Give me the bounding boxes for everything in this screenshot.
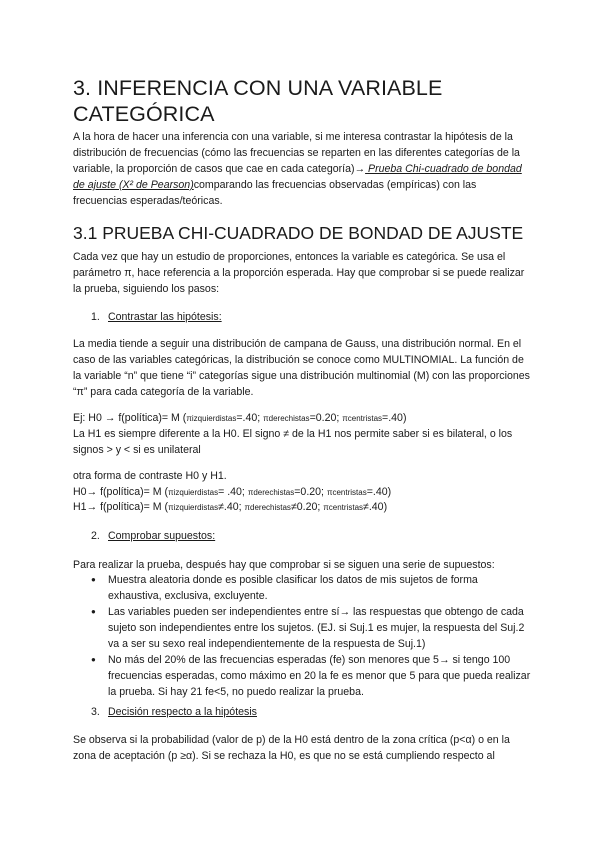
step-1-label: Contrastar las hipótesis: [108,311,222,323]
list-item: ● Muestra aleatoria donde es posible clasificar los datos de mis sujetos de forma exhaustiva, exclusiva, excluyente. [91,572,531,604]
step-1-text: La media tiende a seguir una distribución de campana de Gauss, una distribución normal. En el caso de las variables categóricas, la distribución se conoce como MULTINOMIAL. La función de la variable “n” que tiene “i” categorías sigue una distribución multinomial (M) con las proporciones “π” para cada categoría de la variable. [73,338,530,398]
h0-val-2: =0.20; [294,486,327,498]
assumptions-list [91,572,531,700]
step-2-intro: Para realizar la prueba, después hay que comprobar si se siguen una serie de supuestos: [73,559,495,571]
step-3-number: 3. [91,706,100,718]
page-title: 3. INFERENCIA CON UNA VARIABLE CATEGÓRICA [73,76,443,126]
step-2-number: 2. [91,530,100,542]
section-intro: Cada vez que hay un estudio de proporciones, entonces la variable es categórica. Se usa el parámetro π, hace referencia a la proporción esperada. Hay que comprobar si se puede realizar la prueba, siguiendo los pasos: [73,251,525,295]
h1-line [73,499,533,516]
section-title: 3.1 PRUEBA CHI-CUADRADO DE BONDAD DE AJUSTE [73,223,524,243]
chi-square-link[interactable]: Prueba Chi-cuadrado de bondad de ajuste (X² de Pearson) [73,163,522,191]
h0-sym-2: πderechistas [247,488,295,497]
step-2-label: Comprobar supuestos: [108,530,216,542]
list-item: ● No más del 20% de las frecuencias esperadas (fe) son menores que 5→ si tengo 100 frecuencias esperadas, como máximo en 20 la fe es menor que 5 para que pueda realizar la prueba. Si hay 21 fe<5, no puedo realizar la prueba. [91,652,531,700]
h1-val-1: ≠.40; [218,501,245,513]
intro-text-2: comparando las frecuencias observadas (empíricas) con las frecuencias esperadas/teóricas. [73,179,477,207]
step-3-label: Decisión respecto a la hipótesis [108,706,257,718]
h0-val-3: =.40) [366,486,392,498]
h1-sym-3: πcentristas [323,503,364,512]
example-sym-2: πderechistas [263,414,310,423]
step-3-text: Se observa si la probabilidad (valor de p) de la H0 está dentro de la zona crítica (p<α) o en la zona de aceptación (p ≥α). Si se rechaza la H0, es que no se está cumpliendo respecto al [73,734,510,762]
h1-val-3: ≠.40) [363,501,388,513]
intro-paragraph [73,129,533,209]
list-item: ● Las variables pueden ser independientes entre sí→ las respuestas que obtengo de cada sujeto son independientes entre los sujetos. (EJ. si Suj.1 es mujer, la respuesta del Suj.2 va a ser su sexo real independientemente de la respuesta de Suj.1) [91,604,531,652]
step-1-number: 1. [91,311,100,323]
h0-prefix: H0→ f(política)= M ( [73,486,169,498]
example-val-1: =.40; [236,412,264,424]
example-sym-3: πcentristas [342,414,383,423]
h1-prefix: H1→ f(política)= M ( [73,501,169,513]
example-line [73,410,533,427]
h0-sym-3: πcentristas [326,488,367,497]
h1-note: La H1 es siempre diferente a la H0. El signo ≠ de la H1 nos permite saber si es bilateral, o los signos > y < si es unilateral [73,428,513,456]
example-val-2: =0.20; [309,412,343,424]
example-sym-1: πizquierdistas [186,414,237,423]
example-val-3: =.40) [382,412,407,424]
example-prefix: Ej: H0 → f(política)= M ( [73,412,187,424]
intro-text-1: A la hora de hacer una inferencia con una variable, si me interesa contrastar la hipótesis de la distribución de frecuencias (cómo las frecuencias se reparten en las diferentes categorías de la variable, la proporción de casos que cae en cada categoría)→ [73,131,520,175]
h1-val-2: ≠0.20; [290,501,324,513]
h0-sym-1: πizquierdistas [168,488,219,497]
alt-form-line: otra forma de contraste H0 y H1. [73,470,227,482]
h0-val-1: = .40; [218,486,248,498]
h1-sym-1: πizquierdistas [168,503,219,512]
h1-sym-2: πderechistas [244,503,291,512]
